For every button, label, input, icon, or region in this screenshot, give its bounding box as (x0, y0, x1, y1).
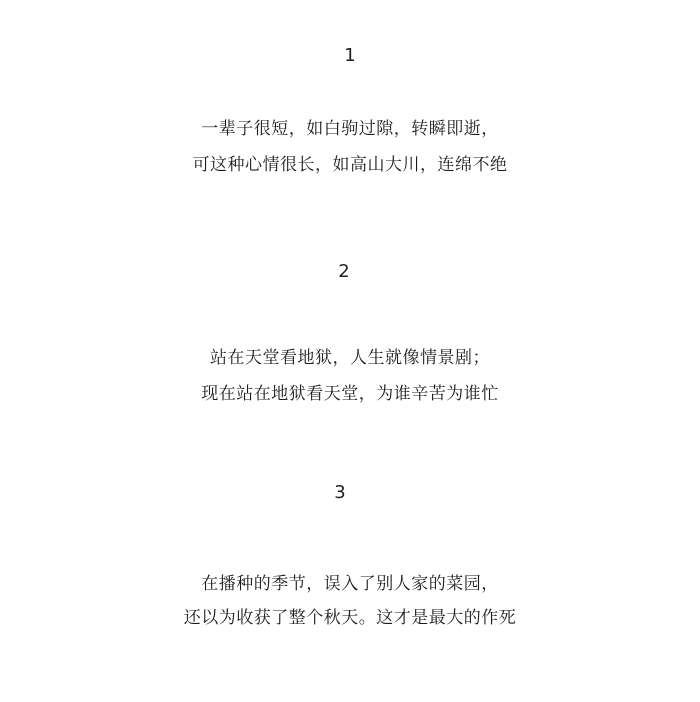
section-3-line-1: 在播种的季节，误入了别人家的菜园， (201, 574, 499, 594)
section-number-2: 2 (338, 261, 350, 282)
section-2-line-1: 站在天堂看地狱，人生就像情景剧； (210, 348, 490, 368)
section-3-line-2: 还以为收获了整个秋天。这才是最大的作死 (183, 608, 517, 628)
section-number-3: 3 (334, 482, 346, 503)
section-1-line-1: 一辈子很短，如白驹过隙，转瞬即逝， (201, 119, 499, 139)
section-1-line-2: 可这种心情很长，如高山大川，连绵不绝 (192, 155, 508, 175)
section-2-line-2: 现在站在地狱看天堂，为谁辛苦为谁忙 (201, 384, 499, 404)
section-number-1: 1 (344, 45, 356, 66)
